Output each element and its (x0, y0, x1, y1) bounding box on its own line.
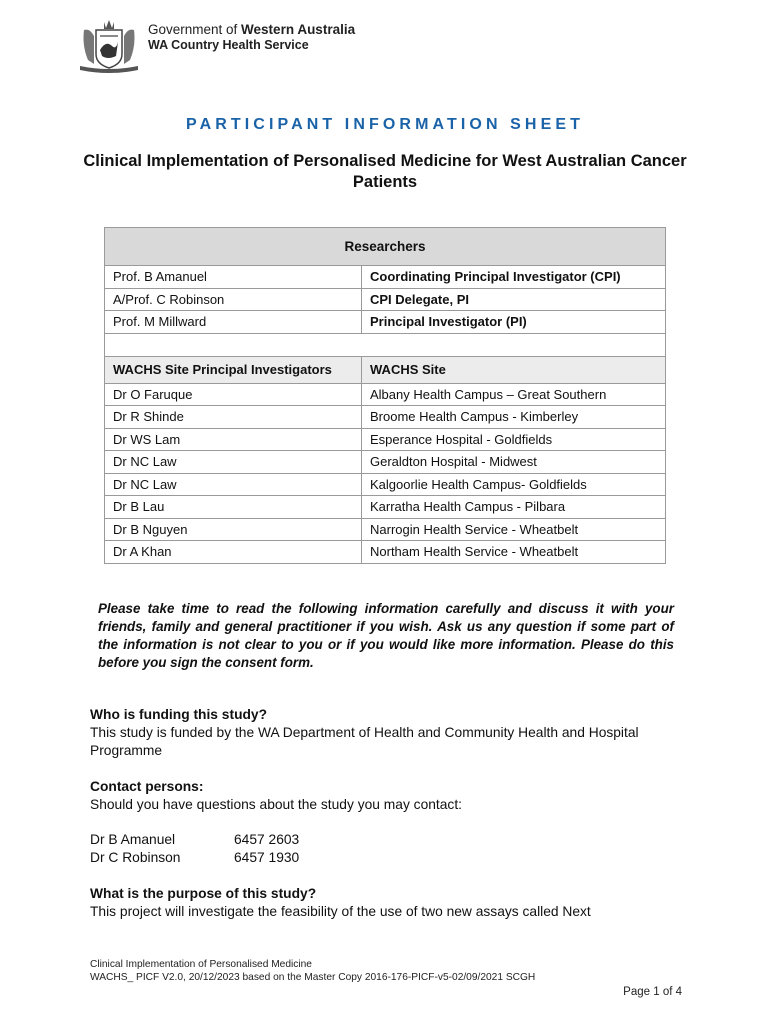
site-name: Karratha Health Campus - Pilbara (362, 496, 666, 519)
footer (90, 958, 535, 984)
funding-heading: Who is funding this study? (90, 707, 268, 722)
contact-name: Dr C Robinson (90, 850, 181, 865)
purpose-heading: What is the purpose of this study? (90, 886, 317, 901)
researchers-header-row (105, 228, 666, 266)
site-name: Kalgoorlie Health Campus- Goldfields (362, 473, 666, 496)
footer-line-2: WACHS_ PICF V2.0, 20/12/2023 based on the Master Copy 2016-176-PICF-v5-02/09/2021 SCGH (90, 972, 536, 983)
purpose-section (90, 885, 680, 921)
study-title: Clinical Implementation of Personalised Medicine for West Australian Cancer Patients (83, 152, 687, 191)
purpose-text: This project will investigate the feasibility of the use of two new assays called Next (90, 904, 591, 919)
site-name: Esperance Hospital - Goldfields (362, 428, 666, 451)
site-row (105, 496, 666, 519)
researcher-role: Coordinating Principal Investigator (CPI) (362, 266, 666, 289)
site-header: WACHS Site (362, 356, 666, 383)
contact-name: Dr B Amanuel (90, 832, 176, 847)
government-name (148, 22, 355, 53)
funding-text: This study is funded by the WA Department of Health and Community Health and Hospital Programme (90, 725, 639, 758)
coat-of-arms-icon (76, 16, 142, 74)
researcher-role: Principal Investigator (PI) (362, 311, 666, 334)
site-pi-name: Dr A Khan (105, 541, 362, 564)
gov-prefix: Government of (148, 22, 242, 37)
site-pi-name: Dr NC Law (105, 473, 362, 496)
blank-row (105, 333, 666, 356)
researcher-role: CPI Delegate, PI (362, 288, 666, 311)
funding-section (90, 706, 680, 760)
site-pi-name: Dr WS Lam (105, 428, 362, 451)
site-name: Geraldton Hospital - Midwest (362, 451, 666, 474)
site-row (105, 383, 666, 406)
researcher-row (105, 266, 666, 289)
site-row (105, 541, 666, 564)
site-header-row (105, 356, 666, 383)
researcher-row (105, 311, 666, 334)
site-pi-name: Dr NC Law (105, 451, 362, 474)
researchers-table (104, 227, 666, 564)
site-name: Albany Health Campus – Great Southern (362, 383, 666, 406)
contact-row (90, 849, 299, 867)
site-row (105, 473, 666, 496)
site-name: Narrogin Health Service - Wheatbelt (362, 518, 666, 541)
contact-row (90, 831, 299, 849)
site-name: Broome Health Campus - Kimberley (362, 406, 666, 429)
researcher-row (105, 288, 666, 311)
site-row (105, 428, 666, 451)
researcher-name: Prof. M Millward (105, 311, 362, 334)
contact-section (90, 778, 680, 814)
site-name: Northam Health Service - Wheatbelt (362, 541, 666, 564)
site-row (105, 406, 666, 429)
health-service-name: WA Country Health Service (148, 38, 309, 52)
letterhead (76, 16, 355, 74)
researcher-name: A/Prof. C Robinson (105, 288, 362, 311)
site-pi-name: Dr B Nguyen (105, 518, 362, 541)
site-row (105, 451, 666, 474)
sheet-title: PARTICIPANT INFORMATION SHEET (185, 116, 584, 133)
site-pi-name: Dr B Lau (105, 496, 362, 519)
contact-phone: 6457 1930 (234, 850, 300, 865)
contact-phone: 6457 2603 (234, 832, 300, 847)
researchers-header: Researchers (105, 228, 666, 266)
footer-line-1: Clinical Implementation of Personalised Medicine (90, 959, 312, 970)
site-pi-name: Dr R Shinde (105, 406, 362, 429)
researcher-name: Prof. B Amanuel (105, 266, 362, 289)
page-number: Page 1 of 4 (623, 986, 682, 998)
site-pi-header: WACHS Site Principal Investigators (105, 356, 362, 383)
gov-state: Western Australia (241, 22, 356, 37)
site-pi-name: Dr O Faruque (105, 383, 362, 406)
contact-list (90, 831, 299, 867)
site-row (105, 518, 666, 541)
reading-notice: Please take time to read the following information carefully and discuss it with your friends, family and general practitioner if you wish. Ask us any question if some part of the information is not clear to you or if you would like more information. Please do this before you sign the consent form. (98, 601, 674, 670)
blank-cell (105, 333, 666, 356)
contact-heading: Contact persons: (90, 779, 204, 794)
contact-text: Should you have questions about the study you may contact: (90, 797, 462, 812)
